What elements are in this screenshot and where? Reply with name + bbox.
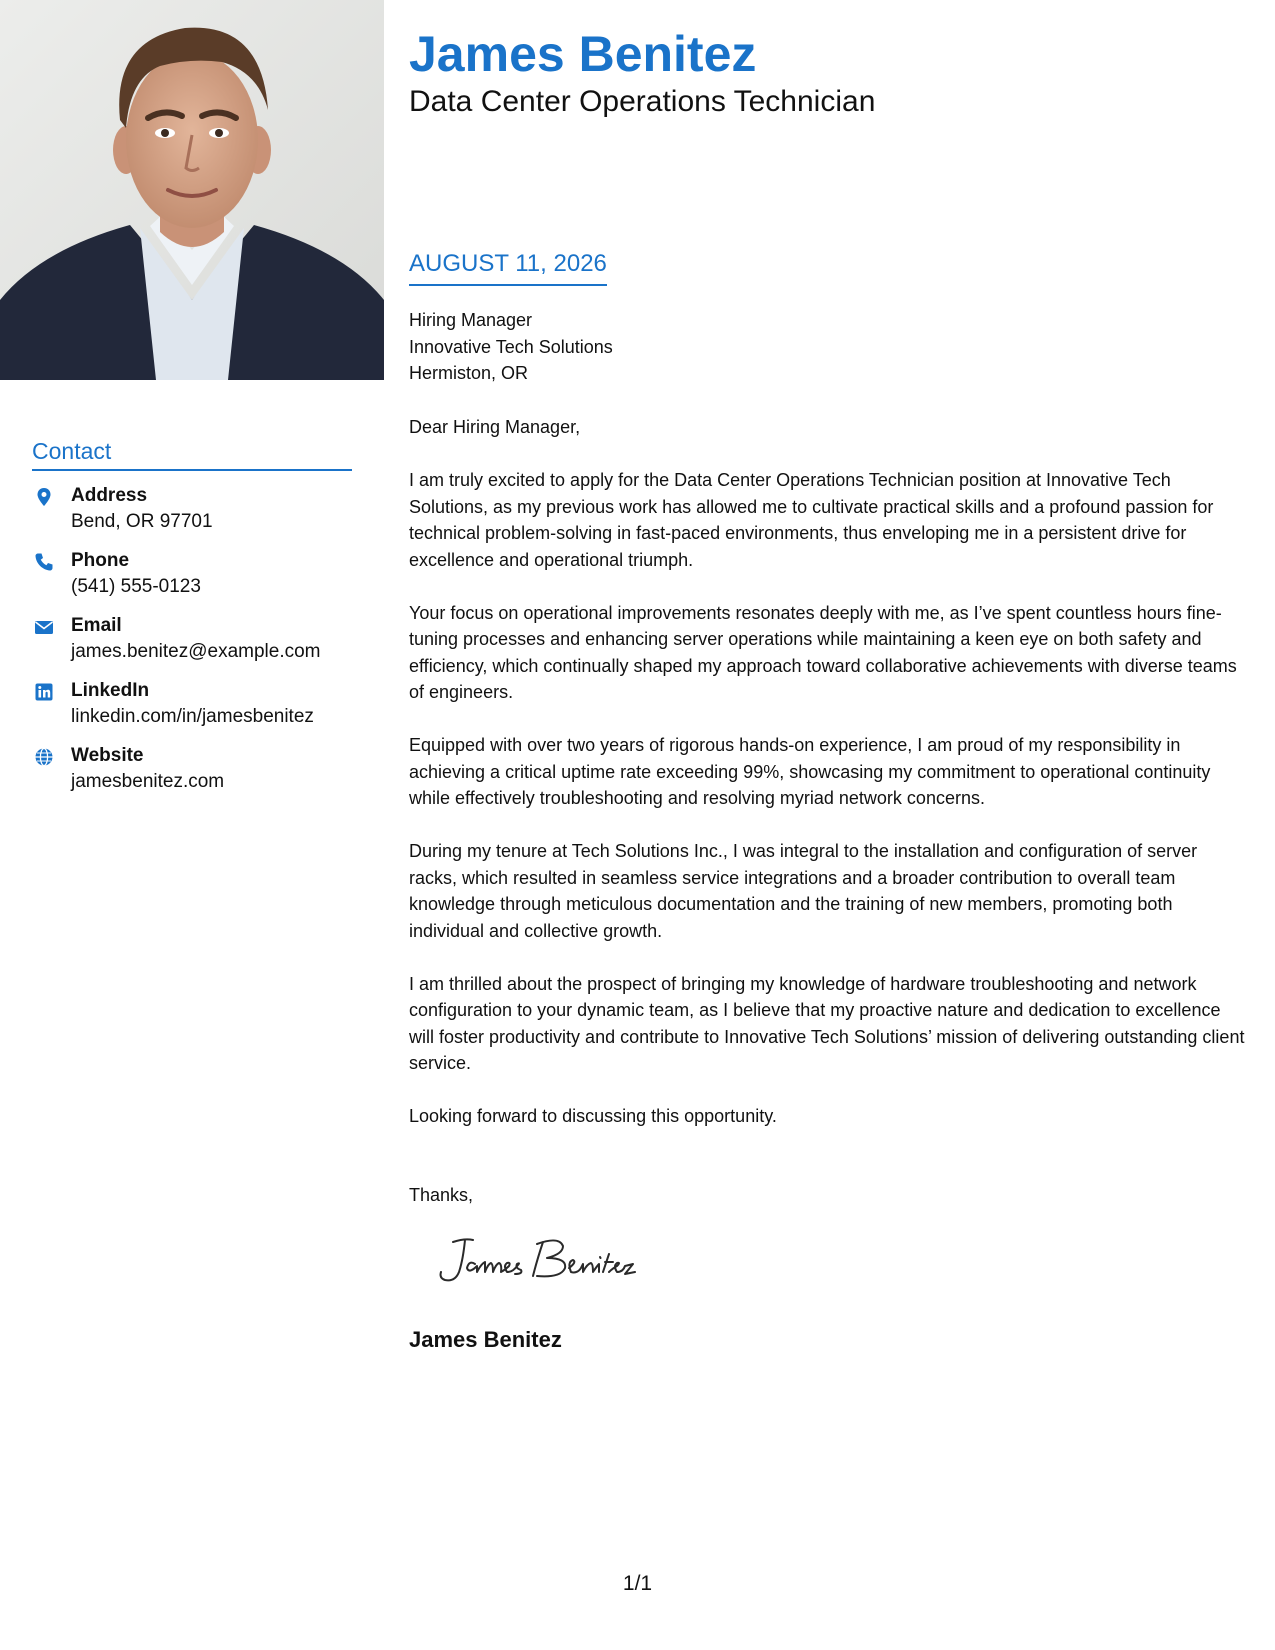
recipient-line: Innovative Tech Solutions [409, 336, 613, 357]
contact-label: Email [71, 615, 122, 636]
letter-body [409, 414, 1245, 1156]
recipient-line: Hiring Manager [409, 310, 533, 330]
contact-phone [32, 548, 352, 600]
globe-icon [34, 747, 54, 767]
contact-email [32, 613, 352, 665]
profile-photo [0, 0, 384, 380]
contact-value: Bend, OR 97701 [71, 511, 213, 532]
recipient-block [409, 307, 613, 387]
letter-paragraph: Equipped with over two years of rigorous hands-on experience, I am proud of my responsibility in achieving a critical uptime rate exceeding 99%, showcasing my commitment to operational continuity while effectively troubleshooting and resolving myriad network concerns. [409, 735, 1211, 808]
contact-label: Website [71, 745, 144, 766]
contact-heading: Contact [32, 438, 352, 471]
email-icon [34, 617, 54, 637]
contact-website [32, 743, 352, 795]
contact-label: Phone [71, 550, 130, 571]
contact-section [32, 438, 352, 808]
letter-paragraph: I am truly excited to apply for the Data Center Operations Technician position at Innovative Tech Solutions, as my previous work has allowed me to cultivate practical skills and a profound passion for technical problem-solving in fast-paced environments, thus enveloping me in a persistent drive for excellence and operational triumph. [409, 470, 1214, 570]
contact-value: james.benitez@example.com [71, 641, 321, 662]
letter-paragraph: During my tenure at Tech Solutions Inc., I was integral to the installation and configuration of server racks, which resulted in seamless service integrations and a broader contribution to overall team knowledge through meticulous documentation and the training of new members, promoting both individual and collective growth. [409, 841, 1198, 941]
contact-label: LinkedIn [71, 680, 150, 701]
contact-address [32, 483, 352, 535]
closing: Thanks, [409, 1185, 474, 1205]
contact-value: (541) 555-0123 [71, 576, 201, 597]
location-pin-icon [34, 487, 54, 507]
recipient-line: Hermiston, OR [409, 363, 529, 383]
phone-icon [34, 552, 54, 572]
signer-name: James Benitez [409, 1327, 562, 1352]
letter-date: AUGUST 11, 2026 [409, 248, 607, 286]
page-number: 1/1 [622, 1572, 653, 1595]
contact-value: jamesbenitez.com [71, 771, 225, 792]
contact-value: linkedin.com/in/jamesbenitez [71, 706, 314, 727]
linkedin-icon [34, 682, 54, 702]
letter-paragraph: I am thrilled about the prospect of bringing my knowledge of hardware troubleshooting and network configuration to your dynamic team, as I believe that my proactive nature and dedication to excellence will foster productivity and contribute to Innovative Tech Solutions’ mission of delivering outstanding client service. [409, 973, 1245, 1073]
job-title: Data Center Operations Technician [409, 85, 876, 118]
letter-paragraph: Looking forward to discussing this opportunity. [409, 1106, 777, 1126]
signature-image [425, 1230, 665, 1290]
applicant-name: James Benitez [409, 26, 757, 82]
contact-linkedin [32, 678, 352, 730]
contact-label: Address [71, 485, 148, 506]
letter-paragraph: Your focus on operational improvements resonates deeply with me, as I’ve spent countless hours fine-tuning processes and enhancing server operations while maintaining a keen eye on both safety and efficiency, which continually shaped my approach toward collaborative achievements with diverse teams of engineers. [409, 602, 1237, 702]
salutation: Dear Hiring Manager, [409, 417, 581, 437]
